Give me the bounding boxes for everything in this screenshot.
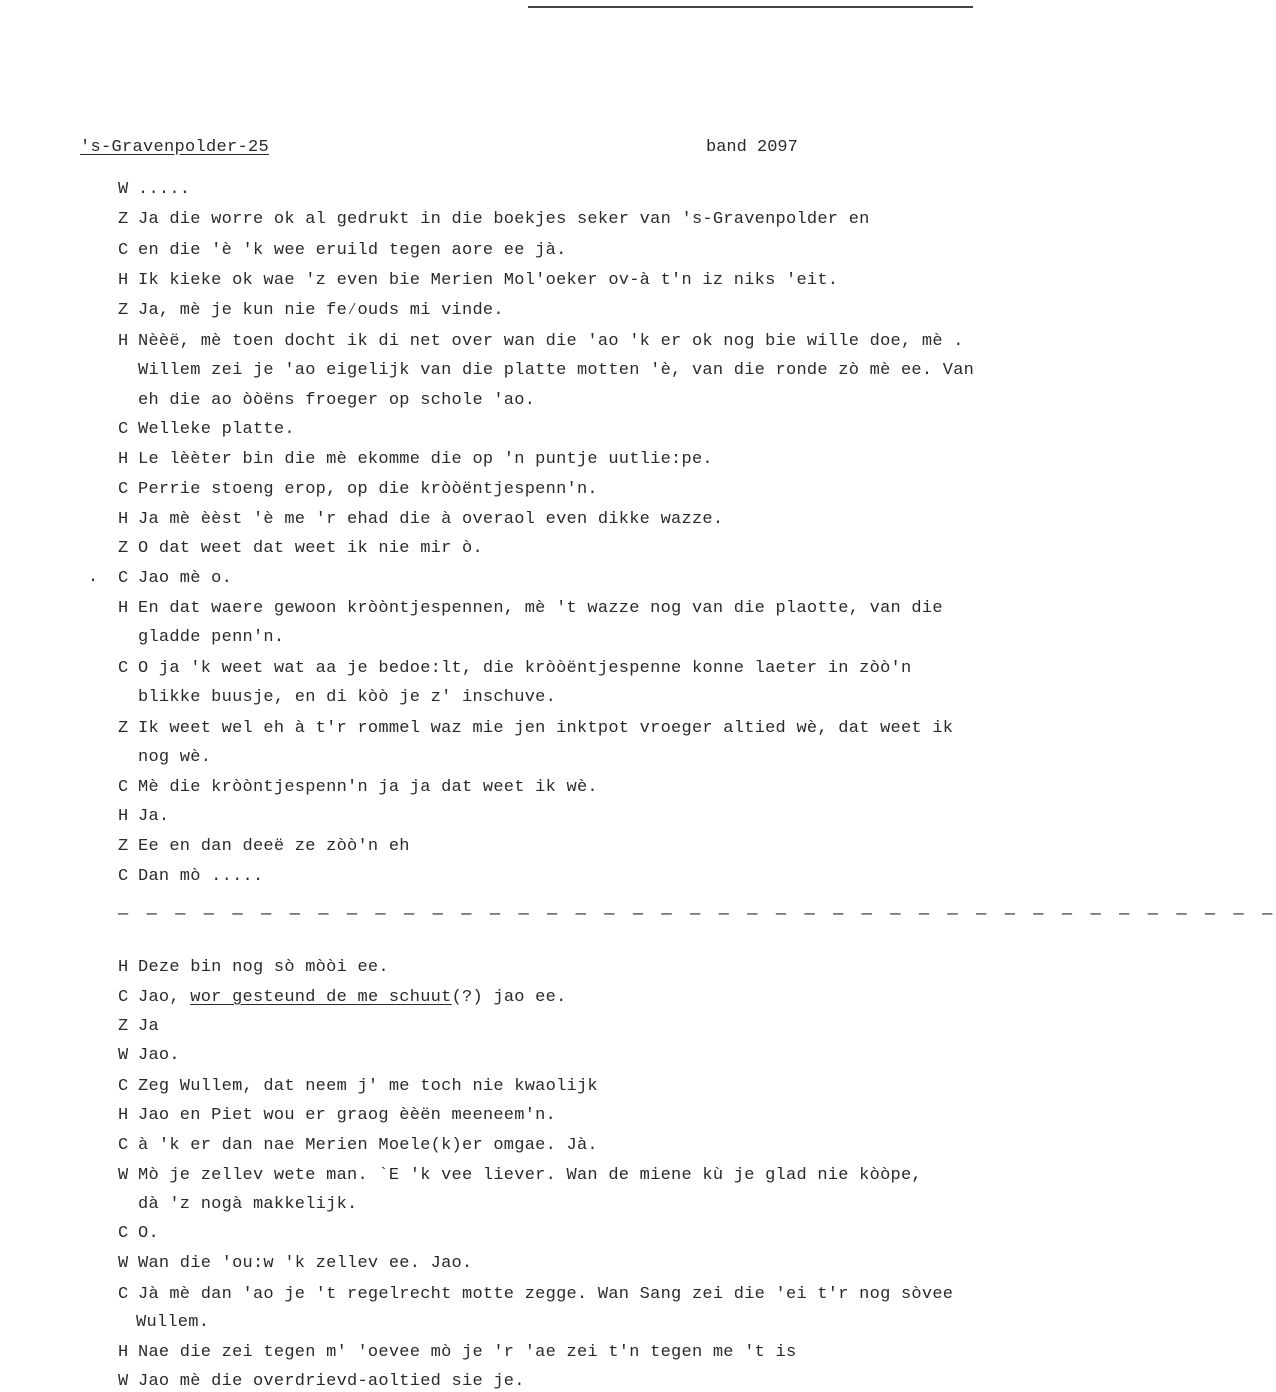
speaker-label: C: [118, 569, 129, 588]
speaker-label: Z: [118, 1017, 129, 1036]
line-text: Perrie stoeng erop, op die kròòëntjespenn'n.: [138, 480, 598, 499]
transcript-line: [118, 1077, 598, 1097]
speaker-label: C: [118, 1136, 129, 1155]
transcript-line: [118, 271, 838, 291]
underlined-phrase: wor gesteund de me schuut: [190, 988, 452, 1007]
line-text: à 'k er dan nae Merien Moele(k)er omgae. Jà.: [138, 1136, 598, 1155]
transcript-line: [118, 988, 567, 1008]
line-text: Ja.: [138, 807, 170, 826]
transcript-line: [118, 480, 598, 500]
line-text: Wan die 'ou:w 'k zellev ee. Jao.: [138, 1254, 473, 1273]
line-text: Jao mè o.: [138, 569, 233, 588]
line-text: Ee en dan deeë ze zòò'n eh: [138, 837, 410, 856]
speaker-label: C: [118, 420, 129, 439]
line-text: Ja mè èèst 'è me 'r ehad die à overaol even dikke wazze.: [138, 510, 724, 529]
line-text: Ik weet wel eh à t'r rommel waz mie jen inktpot vroeger altied wè, dat weet ik: [138, 719, 954, 738]
line-text: Jà mè dan 'ao je 't regelrecht motte zegge. Wan Sang zei die 'ei t'r nog sòvee: [138, 1285, 954, 1304]
transcript-line: [118, 1372, 525, 1392]
transcript-line: [118, 1106, 556, 1126]
transcript-line: [118, 958, 389, 978]
speaker-label: H: [118, 271, 129, 290]
line-text: Le lèèter bin die mè ekomme die op 'n puntje uutlie:pe.: [138, 450, 713, 469]
speaker-label: W: [118, 1046, 129, 1065]
transcript-continuation: dà 'z nogà makkelijk.: [138, 1195, 358, 1214]
transcript-line: [118, 1046, 180, 1066]
transcript-line: [118, 539, 483, 559]
transcript-line: [118, 1254, 472, 1274]
line-text: en die 'è 'k wee eruild tegen aore ee jà.: [138, 241, 567, 260]
line-text: Dan mò .....: [138, 867, 264, 886]
transcript-line: [118, 659, 911, 679]
section-separator: — — — — — — — — — — — — — — — — — — — — — — — — — — — — — — — — — — — — — — — — —: [118, 905, 1276, 924]
document-title: 's-Gravenpolder-25: [80, 138, 270, 157]
speaker-label: C: [118, 241, 129, 260]
speaker-label: C: [118, 659, 129, 678]
speaker-label: C: [118, 1224, 129, 1243]
speaker-label: Z: [118, 837, 129, 856]
transcript-line: [118, 569, 232, 589]
speaker-label: C: [118, 988, 129, 1007]
line-text: .....: [138, 180, 191, 199]
transcript-line: [118, 599, 943, 619]
speaker-label: H: [118, 1106, 129, 1125]
line-text-underlined: Jao, wor gesteund de me schuut(?) jao ee.: [138, 988, 567, 1007]
speaker-label: W: [118, 1254, 129, 1273]
line-text: Jao.: [138, 1046, 180, 1065]
line-text: En dat waere gewoon kròòntjespennen, mè 't wazze nog van die plaotte, van die: [138, 599, 943, 618]
speaker-label: W: [118, 1372, 129, 1391]
line-text: O ja 'k weet wat aa je bedoe:lt, die kròòëntjespenne konne laeter in zòò'n: [138, 659, 912, 678]
transcript-line: [118, 420, 295, 440]
speaker-label: C: [118, 1077, 129, 1096]
speaker-label: H: [118, 510, 129, 529]
speaker-label: Z: [118, 301, 129, 320]
transcript-line: [118, 1224, 159, 1244]
transcript-line: [118, 510, 723, 530]
speaker-label: H: [118, 332, 129, 351]
transcript-line: [118, 719, 953, 739]
transcript-line: [118, 241, 567, 261]
speaker-label: C: [118, 1285, 129, 1304]
line-text: Zeg Wullem, dat neem j' me toch nie kwaolijk: [138, 1077, 598, 1096]
top-rule: [528, 6, 973, 8]
transcript-continuation: Wullem.: [136, 1313, 210, 1332]
line-text: O.: [138, 1224, 159, 1243]
transcript-continuation: eh die ao òòëns froeger op schole 'ao.: [138, 391, 536, 410]
line-text: Mè die kròòntjespenn'n ja ja dat weet ik wè.: [138, 778, 598, 797]
transcript-continuation: gladde penn'n.: [138, 628, 285, 647]
transcript-line: [118, 1166, 922, 1186]
speaker-label: H: [118, 807, 129, 826]
speaker-label: H: [118, 958, 129, 977]
transcript-line: [118, 837, 410, 857]
speaker-label: C: [118, 480, 129, 499]
transcript-line: [118, 1343, 796, 1363]
transcript-continuation: blikke buusje, en di kòò je z' inschuve.: [138, 688, 557, 707]
line-text: Nae die zei tegen m' 'oevee mò je 'r 'ae zei t'n tegen me 't is: [138, 1343, 797, 1362]
line-text: Deze bin nog sò mòòi ee.: [138, 958, 389, 977]
speaker-label: Z: [118, 719, 129, 738]
transcript-line: [118, 1017, 159, 1037]
transcript-line: [118, 1136, 598, 1156]
line-text: Jao en Piet wou er graog èèën meeneem'n.: [138, 1106, 557, 1125]
speaker-label: H: [118, 450, 129, 469]
line-text: O dat weet dat weet ik nie mir ò.: [138, 539, 483, 558]
line-text: Jao mè die overdrievd-aoltied sie je.: [138, 1372, 525, 1391]
speaker-label: C: [118, 867, 129, 886]
transcript-line: [118, 180, 190, 200]
line-text: Ja: [138, 1017, 159, 1036]
transcript-line: [118, 807, 169, 827]
speaker-label: H: [118, 599, 129, 618]
transcript-line: [118, 778, 598, 798]
transcript-line: [118, 867, 263, 887]
speaker-label: W: [118, 1166, 129, 1185]
tape-number: band 2097: [706, 138, 798, 157]
transcript-line: [118, 332, 964, 352]
speaker-label: Z: [118, 210, 129, 229]
transcript-continuation: nog wè.: [138, 748, 212, 767]
speaker-label: H: [118, 1343, 129, 1362]
line-text: Mò je zellev wete man. `E 'k vee liever. Wan de miene kù je glad nie kòòpe,: [138, 1166, 922, 1185]
margin-dot: .: [88, 568, 99, 587]
speaker-label: C: [118, 778, 129, 797]
transcript-line: [118, 301, 504, 321]
transcript-continuation: Willem zei je 'ao eigelijk van die platte motten 'è, van die ronde zò mè ee. Van: [138, 361, 975, 380]
line-text: Ja die worre ok al gedrukt in die boekjes seker van 's-Gravenpolder en: [138, 210, 870, 229]
line-text: Ja, mè je kun nie fe⁄ouds mi vinde.: [138, 301, 504, 320]
transcript-line: [118, 450, 713, 470]
speaker-label: Z: [118, 539, 129, 558]
line-text: Welleke platte.: [138, 420, 295, 439]
transcript-line: [118, 1285, 953, 1305]
speaker-label: W: [118, 180, 129, 199]
transcript-line: [118, 210, 870, 230]
line-text: Nèèë, mè toen docht ik di net over wan die 'ao 'k er ok nog bie wille doe, mè .: [138, 332, 964, 351]
line-text: Ik kieke ok wae 'z even bie Merien Mol'oeker ov-à t'n iz niks 'eit.: [138, 271, 839, 290]
